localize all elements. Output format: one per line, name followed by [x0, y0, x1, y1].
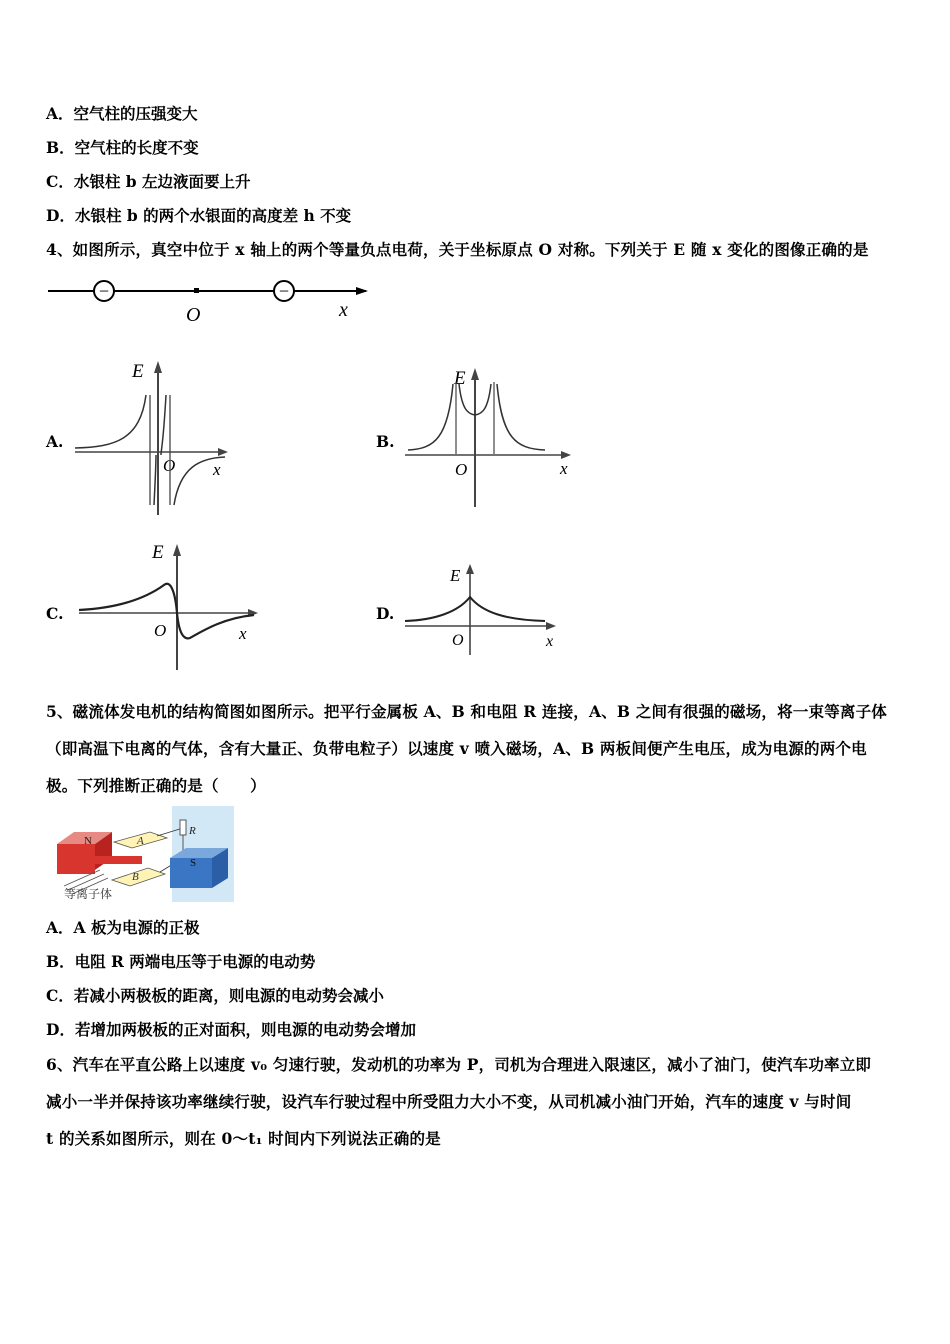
- q4-option-a-label: A.: [46, 432, 64, 451]
- right-charge-sign: −: [278, 281, 290, 301]
- svg-text:O: O: [452, 632, 464, 649]
- svg-text:x: x: [546, 633, 554, 650]
- q5-stem-line3: 极。下列推断正确的是（ ）: [46, 776, 266, 795]
- q3-option-b: B．空气柱的长度不变: [46, 138, 199, 157]
- graph-option-b: [400, 362, 580, 510]
- graph-option-a: [70, 355, 240, 520]
- svg-text:S: S: [190, 857, 197, 869]
- svg-text:等离子体: 等离子体: [64, 887, 113, 901]
- svg-text:E: E: [132, 361, 144, 382]
- origin-label: O: [186, 304, 201, 326]
- svg-text:O: O: [154, 621, 167, 640]
- svg-text:x: x: [213, 460, 221, 479]
- axis-x-label: x: [339, 299, 348, 321]
- svg-text:O: O: [163, 456, 176, 475]
- svg-text:x: x: [560, 459, 568, 478]
- q4-option-b-label: B.: [376, 432, 395, 451]
- svg-text:E: E: [454, 368, 466, 389]
- q4-option-d-label: D.: [376, 604, 395, 623]
- q5-option-d: D．若增加两极板的正对面积，则电源的电动势会增加: [46, 1020, 416, 1039]
- q4-stem: 4、如图所示，真空中位于 x 轴上的两个等量负点电荷，关于坐标原点 O 对称。下列关于 E 随 x 变化的图像正确的是: [46, 240, 869, 259]
- svg-text:O: O: [455, 460, 468, 479]
- svg-text:E: E: [152, 542, 164, 563]
- q3-option-d: D．水银柱 b 的两个水银面的高度差 h 不变: [46, 206, 352, 225]
- mhd-generator-figure: [52, 806, 234, 902]
- svg-text:E: E: [450, 566, 461, 585]
- left-charge-sign: −: [98, 281, 110, 301]
- graph-option-d: [400, 560, 565, 660]
- svg-text:B: B: [132, 871, 139, 883]
- svg-text:x: x: [239, 624, 247, 643]
- q3-option-a: A．空气柱的压强变大: [46, 104, 198, 123]
- charges-axis-figure: [44, 276, 384, 326]
- graph-option-c: [74, 538, 269, 673]
- q6-stem-line2: 减小一半并保持该功率继续行驶，设汽车行驶过程中所受阻力大小不变，从司机减小油门开始，汽车的速度 v 与时间: [46, 1092, 852, 1111]
- q5-stem-line1: 5、磁流体发电机的结构简图如图所示。把平行金属板 A、B 和电阻 R 连接，A、B 之间有很强的磁场，将一束等离子体: [46, 702, 888, 721]
- q5-stem-line2: （即高温下电离的气体，含有大量正、负带电粒子）以速度 v 喷入磁场，A、B 两板间便产生电压，成为电源的两个电: [46, 739, 867, 758]
- svg-text:N: N: [84, 835, 92, 847]
- svg-text:R: R: [189, 825, 196, 837]
- q6-stem-line1: 6、汽车在平直公路上以速度 v₀ 匀速行驶，发动机的功率为 P，司机为合理进入限速区，减小了油门，使汽车功率立即: [46, 1055, 872, 1074]
- q6-stem-line3: t 的关系如图所示，则在 0～t₁ 时间内下列说法正确的是: [46, 1129, 441, 1148]
- svg-text:A: A: [137, 835, 144, 847]
- q3-option-c: C．水银柱 b 左边液面要上升: [46, 172, 251, 191]
- q5-option-b: B．电阻 R 两端电压等于电源的电动势: [46, 952, 316, 971]
- q5-option-c: C．若减小两极板的距离，则电源的电动势会减小: [46, 986, 384, 1005]
- q5-option-a: A．A 板为电源的正极: [46, 918, 200, 937]
- q4-option-c-label: C.: [46, 604, 64, 623]
